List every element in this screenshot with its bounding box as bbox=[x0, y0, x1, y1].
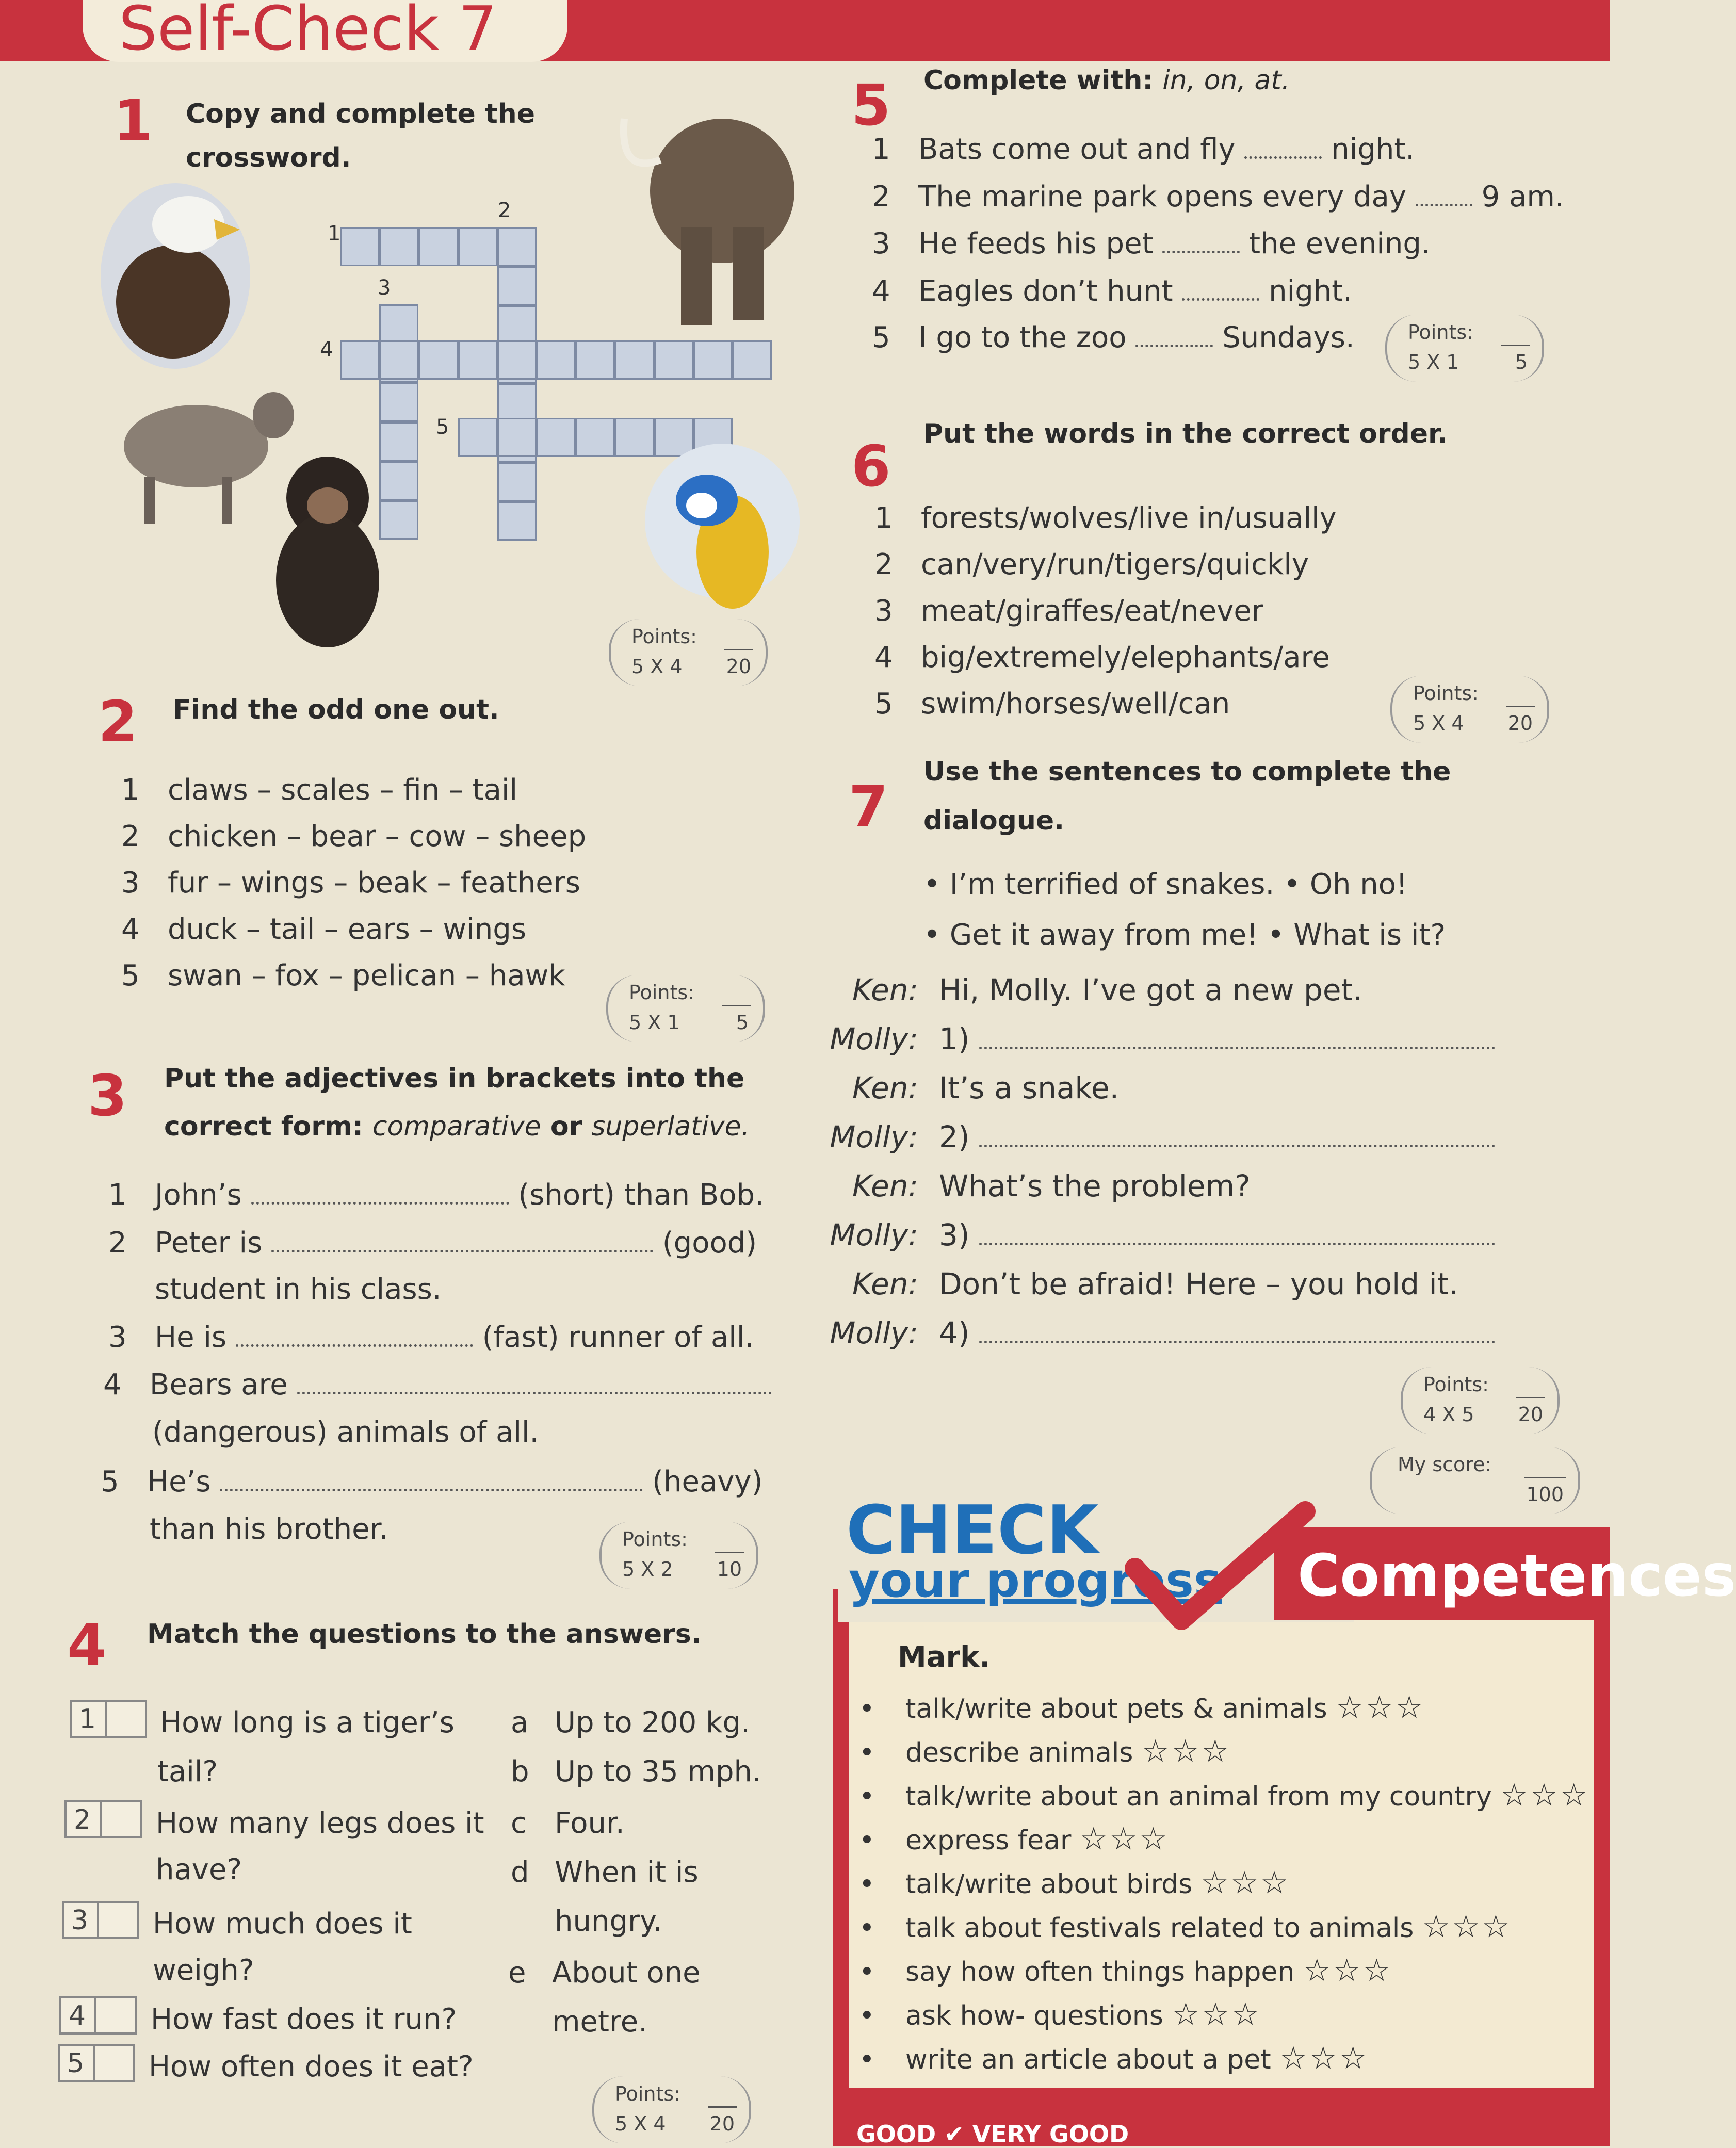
competences-title: Competences bbox=[1297, 1542, 1736, 1609]
crossword-cell[interactable] bbox=[419, 340, 458, 380]
ex6-number: 6 bbox=[851, 433, 891, 499]
star-rating-icon[interactable]: ☆☆☆ bbox=[1172, 1996, 1261, 2032]
ex6-list bbox=[874, 495, 1337, 727]
ex4-answer-c: c Four. bbox=[511, 1807, 625, 1840]
ex4-question-2: How many legs does it bbox=[156, 1807, 484, 1840]
ex3-number: 3 bbox=[88, 1063, 127, 1129]
ex4-answer-box-4[interactable]: 4 bbox=[59, 1996, 137, 2035]
ex1-number: 1 bbox=[113, 88, 153, 154]
ex3-item-5-cont: than his brother. bbox=[150, 1512, 388, 1546]
ex3-item-5: 5 He’s (heavy) bbox=[101, 1465, 763, 1499]
crossword-cell[interactable] bbox=[379, 383, 418, 422]
crossword-cell[interactable] bbox=[380, 340, 419, 380]
star-rating-icon[interactable]: ☆☆☆ bbox=[1279, 2040, 1369, 2076]
ex5-instruction: Complete with: in, on, at. bbox=[923, 65, 1290, 96]
ex5-item-2: 2 The marine park opens every day 9 am. bbox=[872, 180, 1564, 214]
mark-label: Mark. bbox=[898, 1640, 991, 1674]
competence-item: • write an article about a pet ☆☆☆ bbox=[859, 2040, 1369, 2076]
crossword-cell[interactable] bbox=[497, 227, 537, 266]
competence-item: • talk about festivals related to animals ☆☆☆ bbox=[859, 1909, 1512, 1945]
ex6-item: 3 meat/giraffes/eat/never bbox=[874, 594, 1263, 628]
ex4-answer-d-cont: hungry. bbox=[555, 1905, 662, 1938]
star-rating-icon[interactable]: ☆☆☆ bbox=[1500, 1777, 1590, 1813]
ex4-question-3-cont: weigh? bbox=[153, 1954, 254, 1987]
check-word: CHECK bbox=[846, 1491, 1099, 1569]
ex7-number: 7 bbox=[849, 774, 888, 840]
crossword-clue-2: 2 bbox=[498, 199, 511, 222]
checkmark-icon bbox=[1125, 1501, 1310, 1637]
ex1-points: Points: 5 X 4 20 bbox=[609, 619, 768, 686]
dialogue-line: Molly: 2) bbox=[810, 1119, 1495, 1154]
crossword-cell[interactable] bbox=[576, 418, 615, 457]
ex4-answer-box-5[interactable]: 5 bbox=[58, 2044, 135, 2082]
ex4-answer-box-3[interactable]: 3 bbox=[62, 1901, 139, 1939]
ex2-points: Points: 5 X 1 5 bbox=[606, 975, 765, 1042]
ex4-points: Points: 5 X 4 20 bbox=[592, 2076, 751, 2143]
ex3-item-1: 1 John’s (short) than Bob. bbox=[108, 1178, 764, 1212]
ex4-question-2-cont: have? bbox=[156, 1853, 242, 1886]
ex4-answer-box-2[interactable]: 2 bbox=[64, 1800, 142, 1838]
ex7-options-2: • Get it away from me! • What is it? bbox=[923, 918, 1446, 952]
crossword-cell[interactable] bbox=[497, 418, 537, 457]
ex4-answer-e-cont: metre. bbox=[552, 2005, 648, 2039]
ex5-item-4: 4 Eagles don’t hunt night. bbox=[872, 274, 1353, 308]
elephant-image bbox=[604, 98, 800, 330]
ex4-question-5: How often does it eat? bbox=[149, 2050, 474, 2084]
crossword-cell[interactable] bbox=[497, 462, 537, 501]
ex4-instruction: Match the questions to the answers. bbox=[147, 1619, 702, 1650]
ex2-item: 3 fur – wings – beak – feathers bbox=[121, 866, 580, 900]
ex3-item-3: 3 He is (fast) runner of all. bbox=[108, 1321, 754, 1354]
crossword-cell[interactable] bbox=[379, 304, 418, 344]
crossword-cell[interactable] bbox=[340, 227, 380, 266]
ex2-item: 1 claws – scales – fin – tail bbox=[121, 773, 518, 807]
ex7-points: Points: 4 X 5 20 bbox=[1401, 1367, 1560, 1434]
eagle-image bbox=[101, 183, 250, 369]
ex4-question-4: How fast does it run? bbox=[151, 2003, 457, 2036]
crossword-cell[interactable] bbox=[615, 340, 654, 380]
chimpanzee-image bbox=[268, 451, 387, 668]
ex2-item: 5 swan – fox – pelican – hawk bbox=[121, 959, 565, 992]
ex3-item-4-cont: (dangerous) animals of all. bbox=[152, 1415, 539, 1449]
ex6-item: 1 forests/wolves/live in/usually bbox=[874, 501, 1337, 535]
ex4-answer-e: e About one bbox=[508, 1956, 701, 1990]
star-rating-icon[interactable]: ☆☆☆ bbox=[1303, 1952, 1393, 1989]
page-title: Self-Check 7 bbox=[119, 0, 497, 64]
sheep-image bbox=[119, 379, 294, 529]
ex5-item-1: 1 Bats come out and fly night. bbox=[872, 133, 1415, 166]
competence-item: • talk/write about pets & animals ☆☆☆ bbox=[859, 1689, 1425, 1726]
ex6-instruction: Put the words in the correct order. bbox=[923, 418, 1448, 449]
ex5-item-5: 5 I go to the zoo Sundays. bbox=[872, 321, 1355, 354]
crossword-cell[interactable] bbox=[733, 340, 772, 380]
ex6-item: 5 swim/horses/well/can bbox=[874, 687, 1230, 721]
crossword-cell[interactable] bbox=[458, 227, 497, 266]
your-progress-word: your progress bbox=[849, 1553, 1222, 1608]
star-rating-icon[interactable]: ☆☆☆ bbox=[1079, 1821, 1170, 1857]
competence-item: • talk/write about birds ☆☆☆ bbox=[859, 1865, 1291, 1901]
ex4-question-1-cont: tail? bbox=[157, 1755, 218, 1788]
ex4-answer-b: b Up to 35 mph. bbox=[511, 1755, 761, 1788]
competence-item: • express fear ☆☆☆ bbox=[859, 1821, 1170, 1857]
crossword-cell[interactable] bbox=[654, 340, 693, 380]
crossword-cell[interactable] bbox=[497, 384, 537, 423]
dialogue-line: Molly: 1) bbox=[810, 1021, 1495, 1056]
crossword-cell[interactable] bbox=[497, 501, 537, 541]
ex5-number: 5 bbox=[851, 72, 891, 138]
ex3-instruction-2: correct form: comparative or superlative. bbox=[164, 1111, 750, 1142]
dialogue-line: Ken: Hi, Molly. I’ve got a new pet. bbox=[852, 972, 1362, 1007]
star-rating-icon[interactable]: ☆☆☆ bbox=[1336, 1689, 1425, 1726]
star-rating-icon[interactable]: ☆☆☆ bbox=[1200, 1865, 1291, 1901]
ex5-points: Points: 5 X 1 5 bbox=[1385, 315, 1544, 382]
crossword-clue-5: 5 bbox=[436, 415, 449, 439]
ex2-instruction: Find the odd one out. bbox=[173, 694, 499, 725]
parrot-image bbox=[645, 444, 800, 598]
crossword-clue-1: 1 bbox=[328, 222, 341, 246]
crossword-cell[interactable] bbox=[537, 418, 576, 457]
ex7-instruction-1: Use the sentences to complete the bbox=[923, 756, 1451, 787]
ex7-options-1: • I’m terrified of snakes. • Oh no! bbox=[923, 868, 1408, 901]
ex3-item-2-cont: student in his class. bbox=[155, 1273, 442, 1306]
ex4-number: 4 bbox=[67, 1612, 107, 1678]
ex4-answer-d: d When it is bbox=[511, 1856, 699, 1889]
ex3-instruction-1: Put the adjectives in brackets into the bbox=[164, 1063, 745, 1094]
competence-item: • talk/write about an animal from my country ☆☆☆ bbox=[859, 1777, 1590, 1813]
dialogue-line: Ken: What’s the problem? bbox=[852, 1168, 1251, 1203]
ex3-item-2: 2 Peter is (good) bbox=[108, 1226, 757, 1260]
dialogue-line: Molly: 4) bbox=[810, 1315, 1495, 1350]
ex2-item: 2 chicken – bear – cow – sheep bbox=[121, 820, 587, 853]
dialogue-line: Ken: It’s a snake. bbox=[852, 1070, 1120, 1105]
ex6-points: Points: 5 X 4 20 bbox=[1390, 676, 1549, 743]
crossword-cell[interactable] bbox=[576, 340, 615, 380]
crossword-cell[interactable] bbox=[380, 227, 419, 266]
ex2-item: 4 duck – tail – ears – wings bbox=[121, 913, 526, 946]
ex1-instruction-2: crossword. bbox=[186, 142, 351, 173]
ex4-question-3: How much does it bbox=[153, 1907, 412, 1941]
ex3-points: Points: 5 X 2 10 bbox=[599, 1522, 758, 1589]
crossword-cell[interactable] bbox=[693, 340, 733, 380]
dialogue-line: Molly: 3) bbox=[810, 1217, 1495, 1252]
ex4-answer-a: a Up to 200 kg. bbox=[511, 1706, 750, 1739]
my-score: My score: 100 bbox=[1370, 1447, 1580, 1514]
crossword-cell[interactable] bbox=[537, 340, 576, 380]
ex2-number: 2 bbox=[98, 689, 138, 755]
crossword-cell[interactable] bbox=[340, 340, 380, 380]
competence-item: • ask how- questions ☆☆☆ bbox=[859, 1996, 1261, 2032]
crossword-cell[interactable] bbox=[458, 418, 497, 457]
competence-item: • say how often things happen ☆☆☆ bbox=[859, 1952, 1393, 1989]
crossword-cell[interactable] bbox=[458, 340, 497, 380]
ex4-question-1: How long is a tiger’s bbox=[160, 1706, 455, 1739]
crossword-cell[interactable] bbox=[419, 227, 458, 266]
crossword-cell[interactable] bbox=[497, 340, 537, 380]
crossword-cell[interactable] bbox=[497, 305, 537, 345]
ex6-item: 2 can/very/run/tigers/quickly bbox=[874, 548, 1309, 581]
star-rating-icon[interactable]: ☆☆☆ bbox=[1141, 1733, 1231, 1769]
star-rating-icon[interactable]: ☆☆☆ bbox=[1422, 1909, 1512, 1945]
ex3-item-4: 4 Bears are bbox=[103, 1362, 772, 1408]
dialogue-line: Ken: Don’t be afraid! Here – you hold it. bbox=[852, 1266, 1458, 1301]
crossword-clue-3: 3 bbox=[378, 276, 391, 300]
ex5-item-3: 3 He feeds his pet the evening. bbox=[872, 227, 1431, 261]
competence-item: • describe animals ☆☆☆ bbox=[859, 1733, 1231, 1769]
ex2-list bbox=[121, 767, 586, 999]
ex7-instruction-2: dialogue. bbox=[923, 805, 1064, 836]
ex4-answer-box-1[interactable]: 1 bbox=[70, 1700, 147, 1738]
ex1-instruction-1: Copy and complete the bbox=[186, 99, 535, 129]
crossword-clue-4: 4 bbox=[320, 338, 333, 362]
footer-rating-labels: GOOD ✔ VERY GOOD bbox=[856, 2120, 1129, 2148]
crossword-cell[interactable] bbox=[497, 266, 537, 305]
ex6-item: 4 big/extremely/elephants/are bbox=[874, 641, 1330, 674]
